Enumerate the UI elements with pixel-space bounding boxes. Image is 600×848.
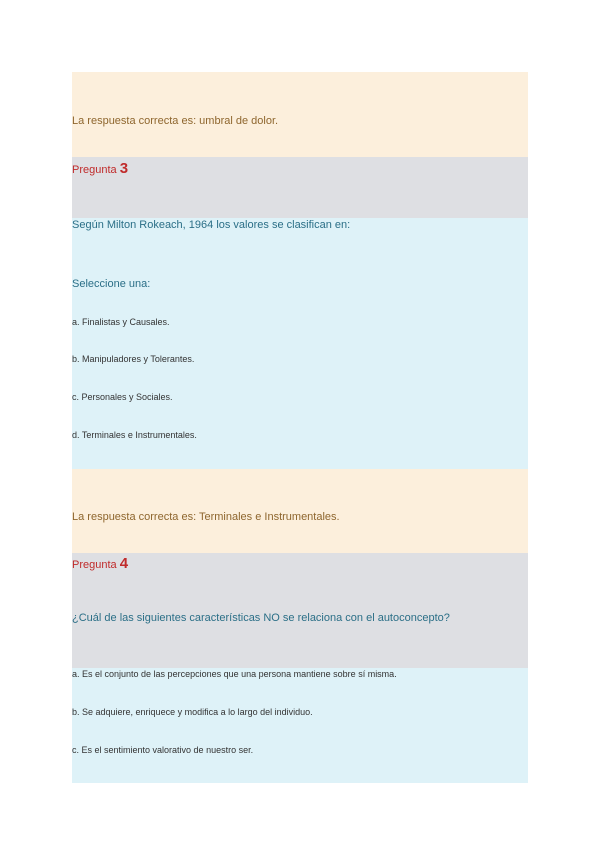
question-3-body xyxy=(72,218,528,469)
correct-answer-text: La respuesta correcta es: umbral de dolor. xyxy=(72,115,279,127)
option-a[interactable]: a. Es el conjunto de las percepciones que una persona mantiene sobre sí misma. xyxy=(72,669,397,679)
question-label-text: Pregunta xyxy=(72,559,117,571)
option-c[interactable]: c. Personales y Sociales. xyxy=(72,392,173,402)
question-4-body xyxy=(72,668,528,783)
option-c[interactable]: c. Es el sentimiento valorativo de nuestro ser. xyxy=(72,745,254,755)
question-text: Según Milton Rokeach, 1964 los valores se clasifican en: xyxy=(72,219,351,231)
select-one-prompt: Seleccione una: xyxy=(72,278,151,290)
option-a[interactable]: a. Finalistas y Causales. xyxy=(72,317,170,327)
question-4-header xyxy=(72,553,528,668)
option-d[interactable]: d. Terminales e Instrumentales. xyxy=(72,430,197,440)
feedback-panel-2 xyxy=(72,469,528,553)
question-label-text: Pregunta xyxy=(72,164,117,176)
feedback-panel-1 xyxy=(72,72,528,157)
correct-answer-text: La respuesta correcta es: Terminales e Instrumentales. xyxy=(72,511,340,523)
question-label xyxy=(72,555,128,572)
question-label xyxy=(72,160,128,177)
question-3-header xyxy=(72,157,528,218)
option-b[interactable]: b. Se adquiere, enriquece y modifica a lo largo del individuo. xyxy=(72,707,313,717)
option-b[interactable]: b. Manipuladores y Tolerantes. xyxy=(72,354,195,364)
question-number: 4 xyxy=(119,555,129,572)
question-text: ¿Cuál de las siguientes características NO se relaciona con el autoconcepto? xyxy=(72,612,450,624)
question-number: 3 xyxy=(119,160,129,177)
